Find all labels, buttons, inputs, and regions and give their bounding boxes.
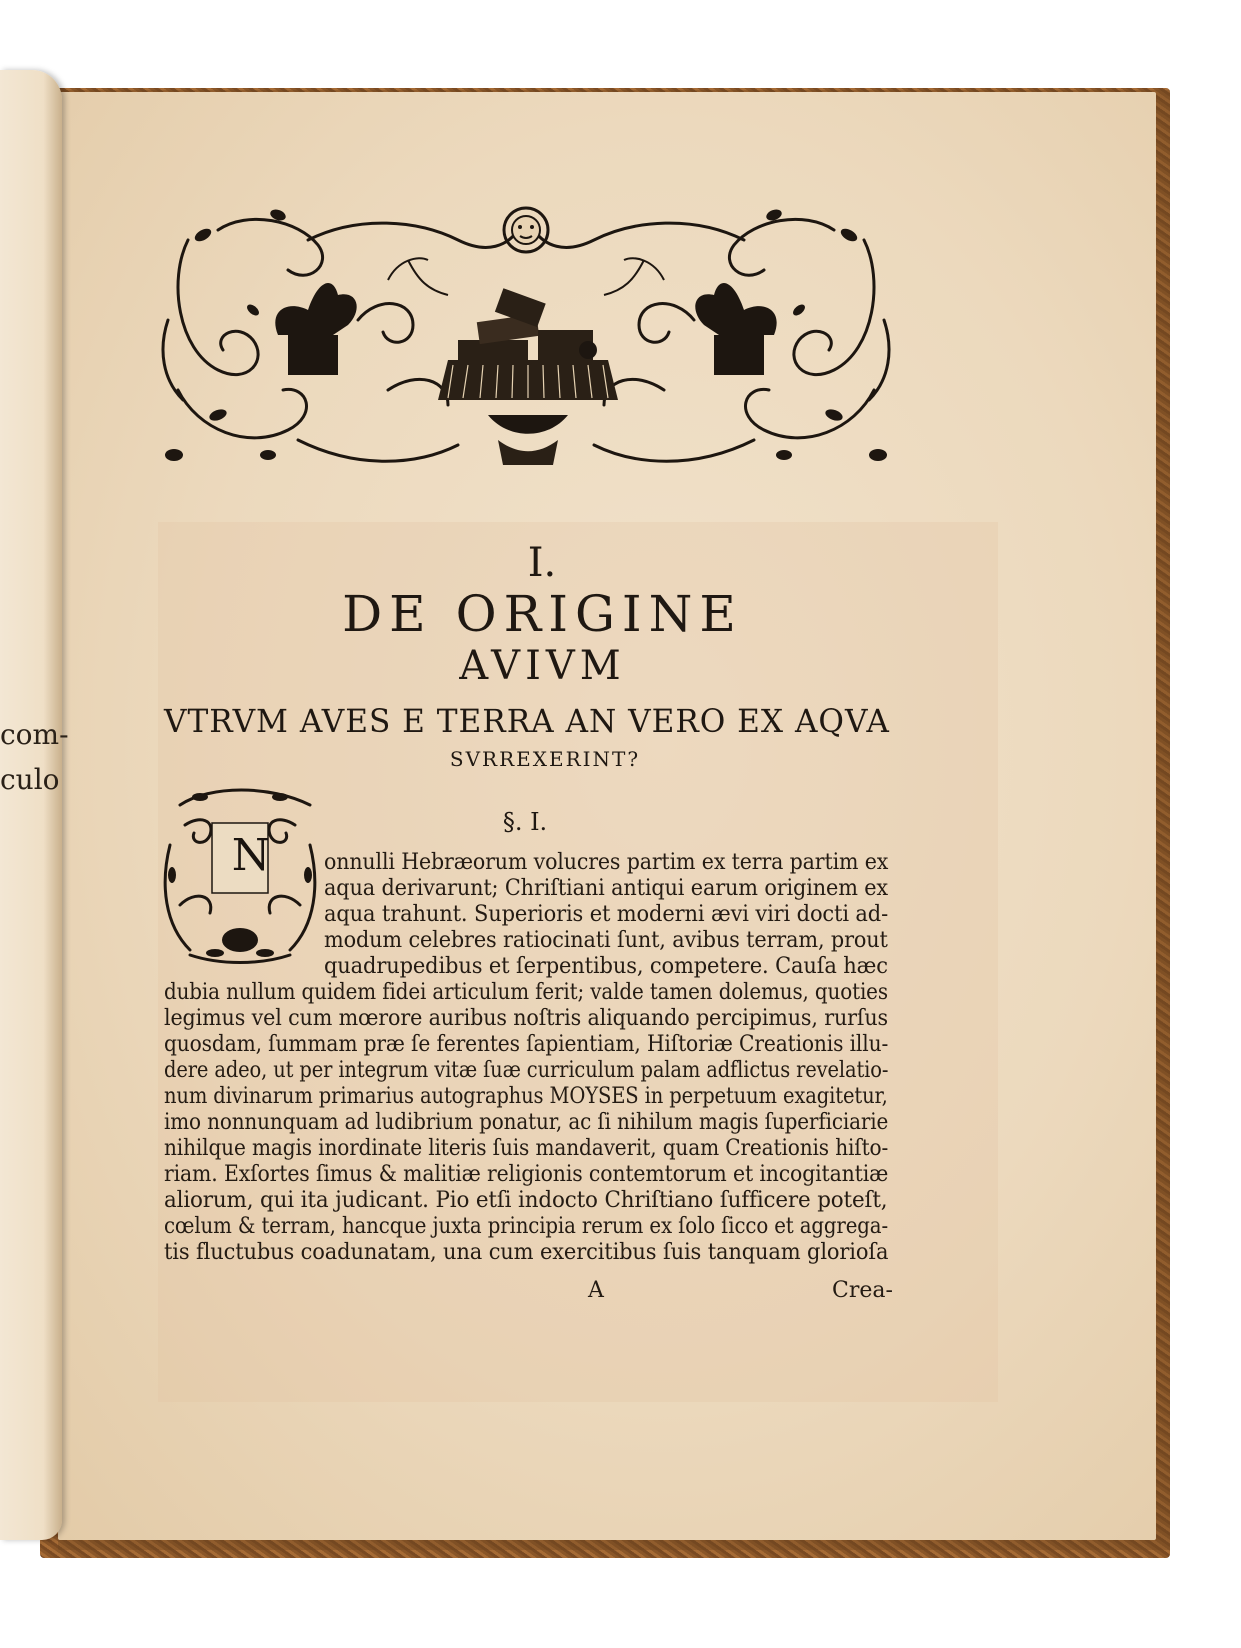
body-line-4: modum celebres ratiocinati ſunt, avibus terram, prout	[324, 928, 888, 953]
body-line-10: num divinarum primarius autographus MOYSES in perpetuum exagitetur,	[164, 1084, 888, 1109]
chapter-question-line-2: SVRREXERINT?	[449, 747, 641, 771]
body-line-8: quosdam, ſummam præ ſe ferentes ſapientiam, Hiſtoriæ Creationis illu-	[164, 1032, 889, 1057]
body-line-6: dubia nullum quidem fidei articulum ferit; valde tamen dolemus, quoties	[164, 980, 888, 1005]
chapter-subtitle: AVIVM	[459, 643, 626, 689]
body-line-7: legimus vel cum mœrore auribus noſtris aliquando percipimus, rurſus	[164, 1006, 888, 1031]
chapter-question-line-1: VTRVM AVES E TERRA AN VERO EX AQVA	[164, 702, 890, 740]
body-line-2: aqua derivarunt; Chriſtiani antiqui earum originem ex	[324, 876, 889, 901]
body-line-1: onnulli Hebræorum volucres partim ex terra partim ex	[324, 850, 889, 875]
body-line-15: cœlum & terram, hancque juxta principia rerum ex ſolo ſicco et aggrega-	[164, 1214, 888, 1239]
prev-page-fragment-2: culo	[0, 763, 60, 796]
body-line-9: dere adeo, ut per integrum vitæ ſuæ curriculum palam adflictus revelatio-	[164, 1058, 889, 1083]
section-mark: §. I.	[502, 808, 548, 836]
body-line-16: tis fluctubus coadunatam, una cum exercitibus ſuis tanquam glorioſa	[164, 1240, 889, 1265]
body-line-3: aqua trahunt. Superioris et moderni ævi viri docti ad-	[324, 902, 889, 927]
initial-letter: N	[231, 830, 271, 881]
previous-page-edge	[0, 70, 69, 1540]
body-line-12: nihilque magis inordinate literis ſuis mandaverit, quam Creationis hiſto-	[164, 1136, 889, 1161]
body-line-14: aliorum, qui ita judicant. Pio etſi indocto Chriſtiano ſufficere poteſt,	[164, 1188, 888, 1213]
body-line-13: riam. Exſortes ſimus & malitiæ religionis contemtorum et incogitantiæ	[164, 1162, 889, 1187]
chapter-title: DE ORIGINE	[342, 585, 743, 643]
ornamental-headpiece	[158, 200, 894, 480]
catchword: Crea-	[832, 1278, 893, 1303]
chapter-number: I.	[527, 540, 557, 586]
signature-mark: A	[588, 1278, 604, 1303]
prev-page-fragment-1: com-	[0, 718, 69, 751]
body-line-11: imo nonnunquam ad ludibrium ponatur, ac ſi nihilum magis ſuperficiarie	[164, 1110, 889, 1135]
body-line-5: quadrupedibus et ſerpentibus, competere. Cauſa hæc	[324, 954, 888, 979]
